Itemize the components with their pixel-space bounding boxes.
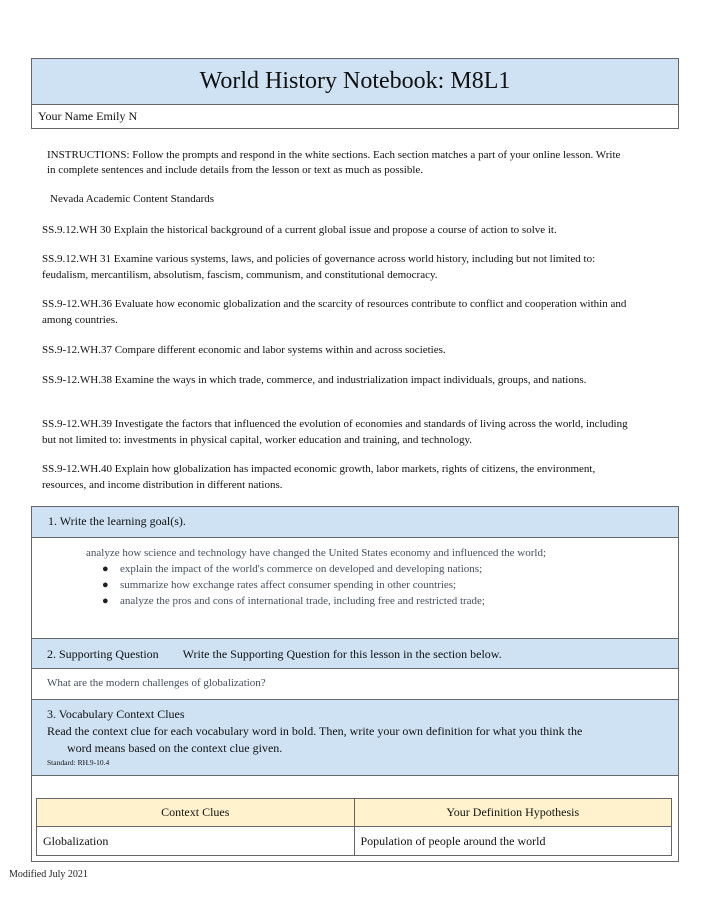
vocabulary-heading: 3. Vocabulary Context Clues [47,707,185,721]
footer-modified: Modified July 2021 [9,869,88,880]
supporting-question-heading [32,638,678,669]
supporting-question-response[interactable]: What are the modern challenges of globalization? [47,677,266,689]
bullet-icon: ● [102,563,109,575]
vocab-word-cell[interactable]: Globalization [37,827,355,856]
definition-header: Your Definition Hypothesis [354,799,672,827]
standard-item: SS.9.12.WH 31 Examine various systems, laws, and policies of governance across world history, including but not limited to: feudalism, mercantilism, absolutism, fascism, communism, and constitutional democracy. [42,253,596,281]
standard-item: SS.9-12.WH.38 Examine the ways in which trade, commerce, and industrialization impact individuals, groups, and nations. [42,374,587,386]
vocabulary-instruction: Read the context clue for each vocabulary word in bold. Then, write your own definition for what you think the [47,724,583,738]
instructions-text: INSTRUCTIONS: Follow the prompts and respond in the white sections. Each section matches a part of your online lesson. Write in complete sentences and include details from the lesson or text as much as possible. [47,149,621,176]
vocabulary-heading-block [32,699,678,776]
vocabulary-table [36,798,672,856]
standard-item: SS.9.12.WH 30 Explain the historical background of a current global issue and propose a course of action to solve it. [42,224,557,236]
context-clues-header: Context Clues [37,799,355,827]
learning-goal-heading: 1. Write the learning goal(s). [32,507,678,538]
table-header-row [37,799,672,827]
list-item: ● summarize how exchange rates affect consumer spending in other countries; [102,579,457,591]
notebook-title: World History Notebook: M8L1 [31,58,679,105]
table-row [37,827,672,856]
student-name-field[interactable]: Your Name Emily N [31,104,679,129]
bullet-icon: ● [102,595,109,607]
supporting-question-instruction: Write the Supporting Question for this lesson in the section below. [182,647,502,661]
standard-item: SS.9-12.WH.40 Explain how globalization has impacted economic growth, labor markets, rights of citizens, the environment, resources, and income distribution in different nations. [42,463,596,491]
supporting-question-label: 2. Supporting Question [47,647,159,661]
standard-item: SS.9-12.WH.37 Compare different economic and labor systems within and across societies. [42,344,446,356]
list-item: ● analyze the pros and cons of international trade, including free and restricted trade; [102,595,485,607]
bullet-icon: ● [102,579,109,591]
definition-cell[interactable]: Population of people around the world [354,827,672,856]
learning-goal-intro: analyze how science and technology have changed the United States economy and influenced the world; [86,547,547,559]
standard-item: SS.9-12.WH.36 Evaluate how economic globalization and the scarcity of resources contribute to conflict and cooperation within and among countries. [42,298,627,326]
standard-item: SS.9-12.WH.39 Investigate the factors that influenced the evolution of economies and standards of living across the world, including but not limited to: investments in physical capital, worker education and training, and technology. [42,418,628,446]
vocabulary-instruction-cont: word means based on the context clue given. [67,741,283,755]
list-item: ● explain the impact of the world's commerce on developed and developing nations; [102,563,483,575]
standards-heading: Nevada Academic Content Standards [50,193,215,205]
vocabulary-standard: Standard: RH.9-10.4 [47,758,110,767]
learning-goal-list [100,561,646,609]
learning-goal-response[interactable] [86,545,646,609]
